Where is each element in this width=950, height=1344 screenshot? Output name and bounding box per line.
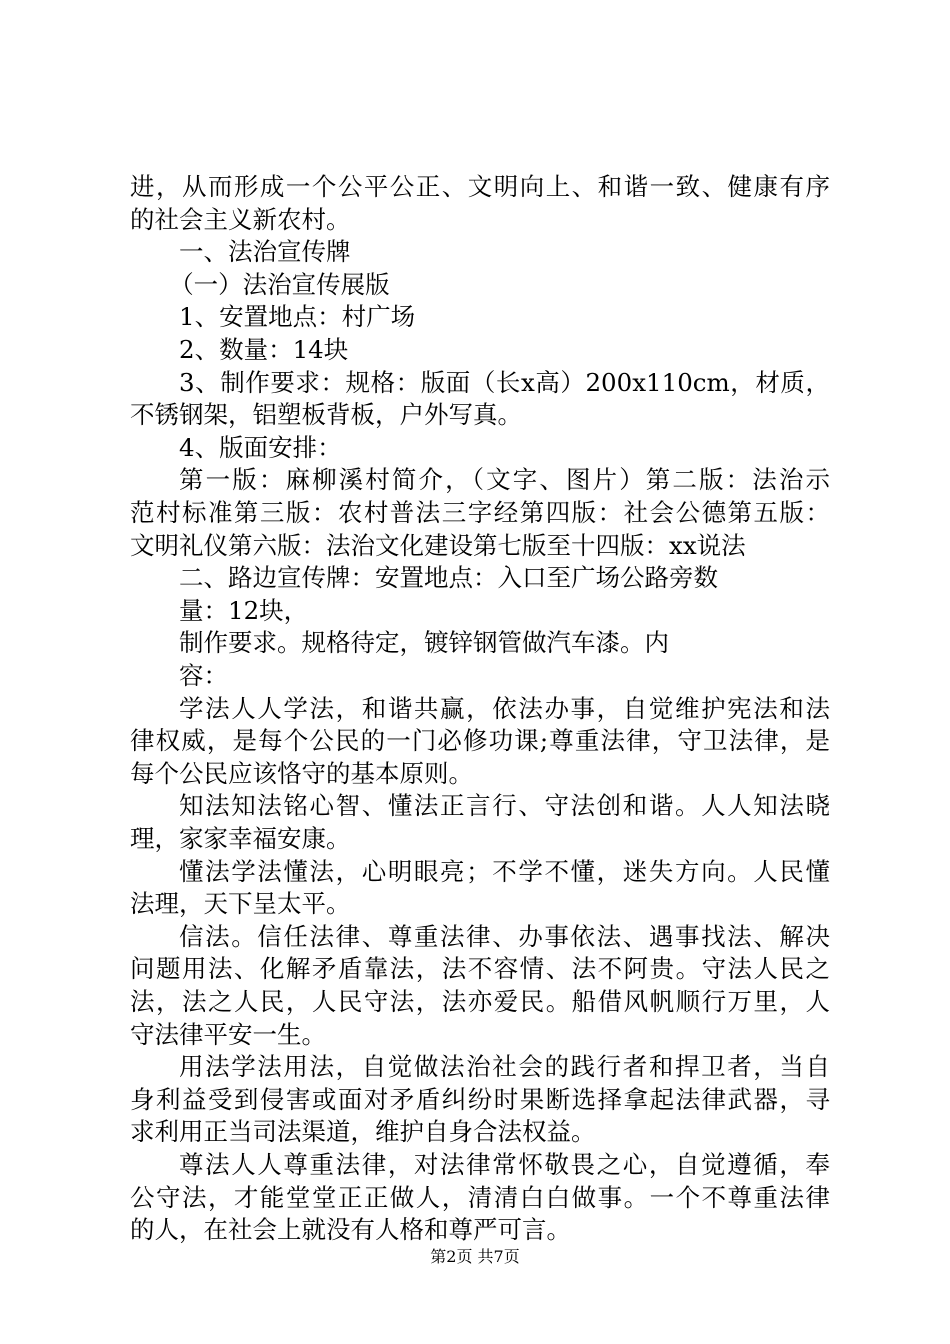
text-line: 第一版：麻柳溪村简介，（文字、图片）第二版：法治示 <box>179 465 830 495</box>
text-line: 量：12块， <box>179 595 309 625</box>
text-line: 尊法人人尊重法律，对法律常怀敬畏之心，自觉遵循，奉 <box>179 1150 830 1179</box>
text-line: 律权威，是每个公民的一门必修功课;尊重法律，守卫法律，是 <box>130 726 830 756</box>
text-line: 问题用法、化解矛盾靠法，法不容情、法不阿贵。守法人民之 <box>130 954 830 984</box>
text-line: （一）法治宣传展版 <box>169 269 390 299</box>
text-line: 一、法治宣传牌 <box>179 237 351 267</box>
page-footer: 第2页 共7页 <box>430 1247 520 1266</box>
text-line: 范村标准第三版：农村普法三字经第四版：社会公德第五版： <box>130 498 830 527</box>
text-line: 用法学法用法，自觉做法治社会的践行者和捍卫者，当自 <box>179 1052 830 1082</box>
text-line: 公守法，才能堂堂正正做人，清清白白做事。一个不尊重法律 <box>130 1182 830 1212</box>
text-line: 身利益受到侵害或面对矛盾纠纷时果断选择拿起法律武器，寻 <box>130 1084 830 1114</box>
text-line: 制作要求。规格待定，镀锌钢管做汽车漆。内 <box>179 628 669 658</box>
text-line: 4、版面安排： <box>179 432 342 462</box>
text-line: 的人，在社会上就没有人格和尊严可言。 <box>130 1215 571 1245</box>
text-line: 文明礼仪第六版：法治文化建设第七版至十四版：xx说法 <box>130 530 746 560</box>
text-line: 不锈钢架，铝塑板背板，户外写真。 <box>130 400 522 430</box>
text-line: 进，从而形成一个公平公正、文明向上、和谐一致、健康有序 <box>130 172 830 201</box>
text-line: 信法。信任法律、尊重法律、办事依法、遇事找法、解决 <box>179 921 830 951</box>
text-line: 每个公民应该恪守的基本原则。 <box>130 758 473 788</box>
text-line: 法理，天下呈太平。 <box>130 889 351 919</box>
text-line: 理，家家幸福安康。 <box>130 824 351 853</box>
text-line: 懂法学法懂法，心明眼亮；不学不懂，迷失方向。人民懂 <box>179 856 830 886</box>
text-line: 2、数量：14块 <box>179 335 349 364</box>
text-line: 1、安置地点：村广场 <box>179 302 416 332</box>
text-line: 3、制作要求：规格：版面（长x高）200x110cm，材质， <box>179 367 830 397</box>
text-line: 的社会主义新农村。 <box>130 204 351 234</box>
text-line: 二、路边宣传牌：安置地点：入口至广场公路旁数 <box>179 563 718 593</box>
text-line: 守法律平安一生。 <box>130 1019 326 1049</box>
text-line: 求利用正当司法渠道，维护自身合法权益。 <box>130 1117 596 1147</box>
text-line: 法，法之人民，人民守法，法亦爱民。船借风帆顺行万里，人 <box>130 987 830 1016</box>
text-line: 知法知法铭心智、懂法正言行、守法创和谐。人人知法晓 <box>179 791 830 821</box>
text-line: 学法人人学法，和谐共赢，依法办事，自觉维护宪法和法 <box>179 693 830 723</box>
text-line: 容： <box>179 661 228 690</box>
